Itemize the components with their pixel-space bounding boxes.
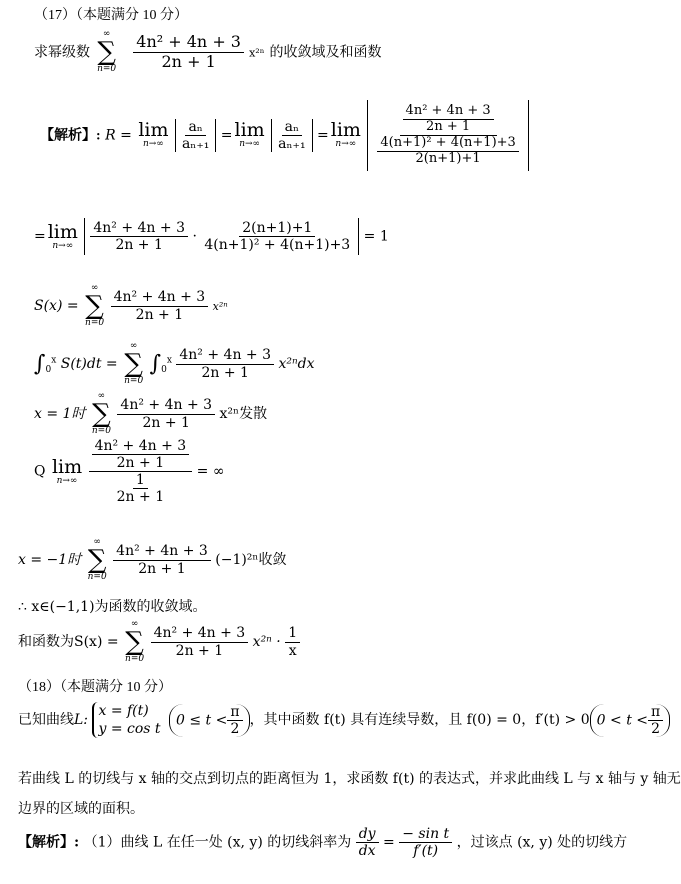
p17-statement xyxy=(34,30,382,74)
p18-solution: 【解析】: （1）曲线 L 在任一处 (x, y) 的切线斜率为 $\frac{dy}{dx}$ = $\frac{\text{− sin t}}{f'(t)}$ ，过该点 (x, y) 处的切线方 xyxy=(18,826,628,860)
abs-ratio-1: $\frac{\text{aₙ}}{\text{aₙ₊₁}}$ xyxy=(175,119,216,152)
p18-line3: 边界的区域的面积。 xyxy=(18,801,144,817)
p18-line2: 若曲线 L 的切线与 x 轴的交点到切点的距离恒为 1，求函数 f(t) 的表达式，并求此曲线 L 与 x 轴与 y 轴无 xyxy=(18,771,681,787)
abs-ratio-2: $\frac{\text{aₙ}}{\text{aₙ₊₁}}$ xyxy=(271,119,312,152)
domain-line: ∴ x∈(−1,1)为函数的收敛域。 xyxy=(18,599,207,615)
radius-formula: 【解析】: R = lim n→∞ $\frac{\text{aₙ}}{\text{aₙ₊₁}}$ = lim n→∞ $\frac{\text{aₙ}}{\text{aₙ₊₁}}$ = lim n→∞ $\frac{\frac{\text{4n² + 4n + 3}}{2n + 1}}{\frac{\text{4(n+1)² + 4(n+1)+3}}{2(n+1)+1}}$ xyxy=(40,100,529,171)
abs-big-ratio: $\frac{\frac{\text{4n² + 4n + 3}}{2n + 1}}{\frac{\text{4(n+1)² + 4(n+1)+3}}{2(n+1)+1}}$ xyxy=(367,100,528,171)
jiexi-label: 【解析】: xyxy=(40,128,101,144)
lim-2: lim n→∞ xyxy=(234,119,265,150)
p17-ask-suffix: 的收敛域及和函数 xyxy=(269,45,382,61)
power-term: x²ⁿ xyxy=(249,46,265,60)
lim-3: lim n→∞ xyxy=(330,119,361,150)
p17-header: （17）（本题满分 10 分） xyxy=(34,8,188,23)
abs-product: $\frac{\text{4n² + 4n + 3}}{2n + 1}$ · $\frac{2(n+1)+1}{\text{4(n+1)² + 4(n+1)+3}}$ xyxy=(84,218,359,255)
x1-case: x = 1时 ∞ ∑ n=0 $\frac{\text{4n² + 4n + 3}}{2n + 1}$ x²ⁿ发散 xyxy=(34,391,268,436)
p17-ask-prefix: 求幂级数 xyxy=(34,45,90,61)
R-eq: R = xyxy=(105,127,132,144)
divergence-limit: Q lim n→∞ $\frac{\frac{\text{4n² + 4n + 3}}{2n + 1}}{\frac{1}{2n + 1}}$ = ∞ xyxy=(34,438,225,506)
sum-def: S(x) = ∞ ∑ n=0 $\frac{\text{4n² + 4n + 3}}{2n + 1}$ x²ⁿ xyxy=(34,283,228,328)
xm1-case: x = −1时 ∞ ∑ n=0 $\frac{\text{4n² + 4n + 3}}{2n + 1}$ (−1)²ⁿ收敛 xyxy=(18,537,287,582)
series-term-fraction: $\frac{\text{4n² + 4n + 3}}{2n + 1}$ xyxy=(133,33,244,71)
sum-sign: ∞ ∑ n=0 xyxy=(97,29,117,74)
lim-1: lim n→∞ xyxy=(138,119,169,150)
p18-curve: 已知曲线L: x = f(t) y = cos t 0 ≤ t < $\frac{\pi}{2}$ ，其中函数 f(t) 具有连续导数，且 f(0) = 0，f′(t) > 0 0 < t < $\frac{\pi}{2}$ xyxy=(18,702,670,738)
limit-result: = 1 xyxy=(363,228,389,245)
param-brace: x = f(t) y = cos t xyxy=(92,702,164,738)
sum-function: 和函数为S(x) = ∞ ∑ n=0 $\frac{\text{4n² + 4n + 3}}{2n + 1}$ x²ⁿ · $\frac{1}{x}$ xyxy=(18,620,300,664)
p18-header: （18）（本题满分 10 分） xyxy=(18,680,172,695)
limit-step: = lim n→∞ $\frac{\text{4n² + 4n + 3}}{2n + 1}$ · $\frac{2(n+1)+1}{\text{4(n+1)² + 4(n+1)+3}}$ = 1 xyxy=(34,218,389,255)
integral-line: $\int_0^x$ S(t)dt = ∞ ∑ n=0 $\int_0^x$ $\frac{\text{4n² + 4n + 3}}{2n + 1}$ x²ⁿdx xyxy=(34,341,315,386)
